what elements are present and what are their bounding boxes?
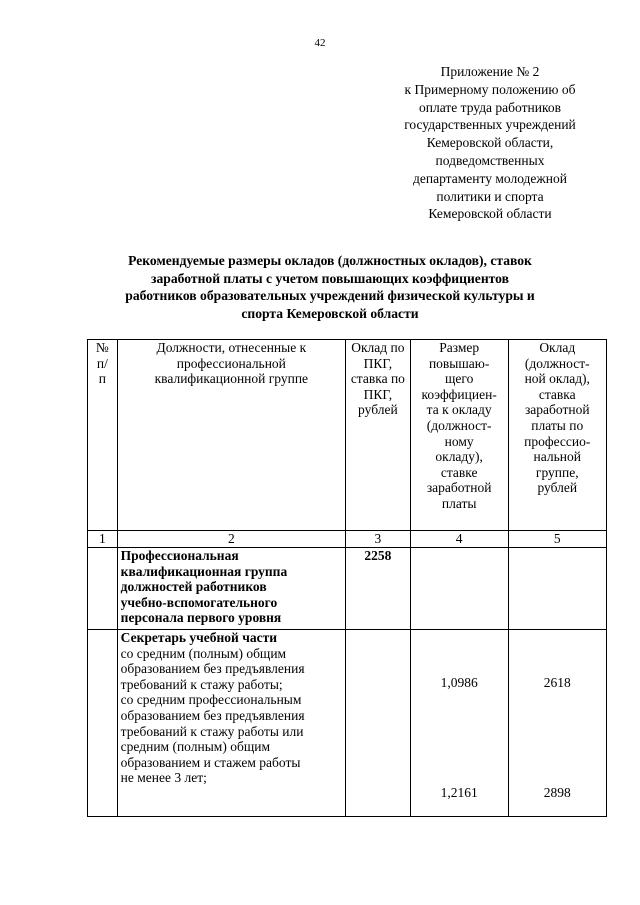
empty-cell — [410, 548, 508, 630]
header-line: Оклад по — [351, 340, 405, 355]
title-line: работников образовательных учреждений физической культуры и — [125, 288, 535, 304]
group-name-line: Профессиональная — [120, 548, 239, 563]
header-group-salary — [508, 340, 606, 531]
header-line: нальной — [533, 449, 581, 465]
table-header-row — [88, 340, 607, 531]
description-line: со средним профессиональным — [120, 692, 302, 708]
empty-cell — [88, 548, 118, 630]
group-name-line: персонала первого уровня — [120, 610, 282, 626]
group-name-line: должностей работников — [120, 579, 267, 595]
header-line: ной оклад), — [524, 371, 590, 387]
group-name-line: учебно-вспомогательного — [120, 594, 278, 610]
header-number — [88, 340, 118, 531]
header-line: ставка — [538, 386, 576, 402]
header-line: ПКГ, — [363, 386, 393, 402]
appendix-line: Приложение № 2 — [440, 64, 540, 79]
header-line: повышаю- — [428, 355, 490, 371]
header-line: Должности, отнесенные к — [156, 340, 307, 355]
header-line: ному — [444, 433, 474, 449]
description-line: требований к стажу работы или — [120, 723, 304, 739]
description-line: образованием без предъявления — [120, 707, 305, 723]
appendix-line: государственных учреждений — [404, 117, 576, 133]
description-line: средним (полным) общим — [120, 739, 270, 755]
header-line: ставке — [440, 464, 478, 480]
salary-value: 2618 — [543, 675, 571, 690]
description-line: не менее 3 лет; — [120, 770, 207, 786]
header-line: рублей — [537, 480, 578, 496]
group-name — [117, 548, 345, 630]
page-number: 42 — [314, 37, 326, 49]
header-line: та к окладу — [426, 402, 492, 418]
coefficient-value: 1,0986 — [440, 675, 478, 690]
coefficient-cell — [410, 630, 508, 817]
header-line: квалификационной группе — [154, 371, 309, 387]
appendix-line: департаменту молодежной — [413, 170, 567, 186]
column-number: 3 — [345, 531, 410, 548]
group-base-salary: 2258 — [345, 548, 410, 630]
header-line: п/ — [96, 355, 108, 371]
title-line: спорта Кемеровской области — [241, 305, 419, 321]
column-number: 2 — [117, 531, 345, 548]
empty-cell — [345, 630, 410, 817]
salary-table — [87, 339, 607, 817]
appendix-line: политики и спорта — [436, 188, 544, 204]
title-line: Рекомендуемые размеры окладов (должностных окладов), ставок — [128, 253, 532, 268]
header-line: п — [98, 371, 106, 387]
header-line: Размер — [439, 340, 480, 355]
salary-value: 2898 — [543, 785, 571, 800]
header-line: № — [95, 340, 109, 355]
appendix-line: оплате труда работников — [419, 99, 561, 115]
column-number: 5 — [508, 531, 606, 548]
header-line: заработной — [426, 480, 492, 496]
table-row-group — [88, 548, 607, 630]
empty-cell — [88, 630, 118, 817]
header-line: ПКГ, — [363, 355, 393, 371]
header-line: рублей — [358, 402, 398, 418]
description-line: со средним (полным) общим — [120, 645, 287, 661]
salary-cell — [508, 630, 606, 817]
column-number: 4 — [410, 531, 508, 548]
header-line: коэффициен- — [421, 386, 497, 402]
appendix-line: подведомственных — [435, 152, 545, 168]
appendix-line: к Примерному положению об — [404, 81, 576, 97]
header-base-salary — [345, 340, 410, 531]
title-line: заработной платы с учетом повышающих коэффициентов — [151, 270, 509, 286]
header-positions — [117, 340, 345, 531]
position-title: Секретарь учебной части — [120, 630, 277, 645]
header-line: ставка по — [350, 371, 405, 387]
description-line: образованием и стажем работы — [120, 754, 301, 770]
header-line: щего — [444, 371, 474, 387]
document-title — [100, 252, 560, 322]
header-line: профессиональной — [176, 355, 286, 371]
header-line: Оклад — [539, 340, 576, 355]
header-coefficient — [410, 340, 508, 531]
empty-cell — [508, 548, 606, 630]
header-line: группе, — [535, 464, 579, 480]
header-line: платы по — [531, 417, 584, 433]
coefficient-value: 1,2161 — [440, 785, 478, 800]
column-number: 1 — [88, 531, 118, 548]
header-line: платы — [441, 495, 477, 511]
appendix-line: Кемеровской области, — [426, 135, 554, 151]
appendix-line: Кемеровской области — [428, 206, 552, 222]
appendix-note — [380, 63, 600, 223]
header-line: (должност- — [524, 355, 590, 371]
header-line: заработной — [524, 402, 590, 418]
description-line: требований к стажу работы; — [120, 676, 283, 692]
table-row-position — [88, 630, 607, 817]
description-line: образованием без предъявления — [120, 661, 305, 677]
column-number-row — [88, 531, 607, 548]
header-line: (должност- — [426, 417, 492, 433]
position-description — [117, 630, 345, 817]
group-name-line: квалификационная группа — [120, 563, 288, 579]
header-line: профессио- — [524, 433, 591, 449]
header-line: окладу), — [435, 449, 483, 465]
